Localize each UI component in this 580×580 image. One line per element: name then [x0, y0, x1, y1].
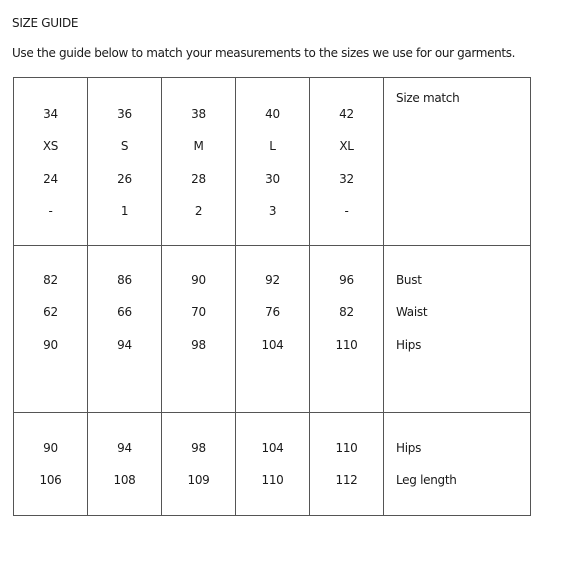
- waist-label: Waist: [396, 305, 428, 319]
- size-alt-code: 3: [268, 204, 277, 218]
- bust-label: Bust: [396, 273, 422, 287]
- leg-length-value: 108: [113, 473, 136, 487]
- size-alt-number: 24: [43, 172, 58, 186]
- size-number: 34: [43, 107, 58, 121]
- hips-value: 110: [335, 338, 358, 352]
- waist-value: 70: [191, 305, 206, 319]
- size-column-2: [88, 78, 162, 246]
- lower-labels-cell: [384, 413, 531, 516]
- hips-value: 90: [43, 338, 58, 352]
- hips-value: 90: [43, 441, 58, 455]
- body-cell-4: [236, 246, 310, 413]
- leg-length-value: 106: [39, 473, 62, 487]
- size-alt-code: -: [48, 204, 53, 218]
- hips-label: Hips: [396, 441, 422, 455]
- size-letter: M: [193, 139, 204, 153]
- hips-value: 94: [117, 338, 132, 352]
- size-column-1: [14, 78, 88, 246]
- leg-length-value: 109: [187, 473, 210, 487]
- hips-value: 98: [191, 441, 206, 455]
- size-alt-number: 28: [191, 172, 206, 186]
- leg-length-label: Leg length: [396, 473, 457, 487]
- size-alt-code: 2: [194, 204, 203, 218]
- hips-value: 104: [261, 441, 284, 455]
- body-cell-3: [162, 246, 236, 413]
- leg-length-value: 110: [261, 473, 284, 487]
- size-letter: XL: [339, 139, 354, 153]
- size-number: 36: [117, 107, 132, 121]
- leg-length-value: 112: [335, 473, 358, 487]
- size-letter: XS: [42, 139, 59, 153]
- body-measurements-row: [14, 246, 531, 413]
- size-alt-number: 26: [117, 172, 132, 186]
- lower-cell-1: [14, 413, 88, 516]
- intro-text: Use the guide below to match your measurements to the sizes we use for our garments.: [12, 46, 516, 60]
- body-labels-cell: [384, 246, 531, 413]
- hips-value: 98: [191, 338, 206, 352]
- body-cell-2: [88, 246, 162, 413]
- lower-cell-3: [162, 413, 236, 516]
- lower-cell-2: [88, 413, 162, 516]
- hips-value: 110: [335, 441, 358, 455]
- waist-value: 76: [265, 305, 280, 319]
- lower-cell-5: [310, 413, 384, 516]
- size-codes-row: [14, 78, 531, 246]
- size-alt-number: 30: [265, 172, 280, 186]
- size-number: 38: [191, 107, 206, 121]
- waist-value: 66: [117, 305, 132, 319]
- size-letter: L: [269, 139, 276, 153]
- size-match-label: Size match: [396, 91, 460, 105]
- waist-value: 82: [339, 305, 354, 319]
- waist-value: 62: [43, 305, 58, 319]
- size-number: 40: [265, 107, 280, 121]
- size-column-5: [310, 78, 384, 246]
- bust-value: 92: [265, 273, 280, 287]
- label-column-size-match: [384, 78, 531, 246]
- hips-label: Hips: [396, 338, 422, 352]
- page-title: SIZE GUIDE: [12, 16, 79, 30]
- size-alt-code: 1: [120, 204, 129, 218]
- size-letter: S: [120, 139, 129, 153]
- size-column-4: [236, 78, 310, 246]
- size-guide-table: [13, 77, 531, 516]
- hips-value: 104: [261, 338, 284, 352]
- size-number: 42: [339, 107, 354, 121]
- hips-value: 94: [117, 441, 132, 455]
- lower-measurements-row: [14, 413, 531, 516]
- bust-value: 86: [117, 273, 132, 287]
- body-cell-5: [310, 246, 384, 413]
- size-alt-number: 32: [339, 172, 354, 186]
- bust-value: 96: [339, 273, 354, 287]
- bust-value: 82: [43, 273, 58, 287]
- bust-value: 90: [191, 273, 206, 287]
- body-cell-1: [14, 246, 88, 413]
- size-column-3: [162, 78, 236, 246]
- size-alt-code: -: [344, 204, 349, 218]
- lower-cell-4: [236, 413, 310, 516]
